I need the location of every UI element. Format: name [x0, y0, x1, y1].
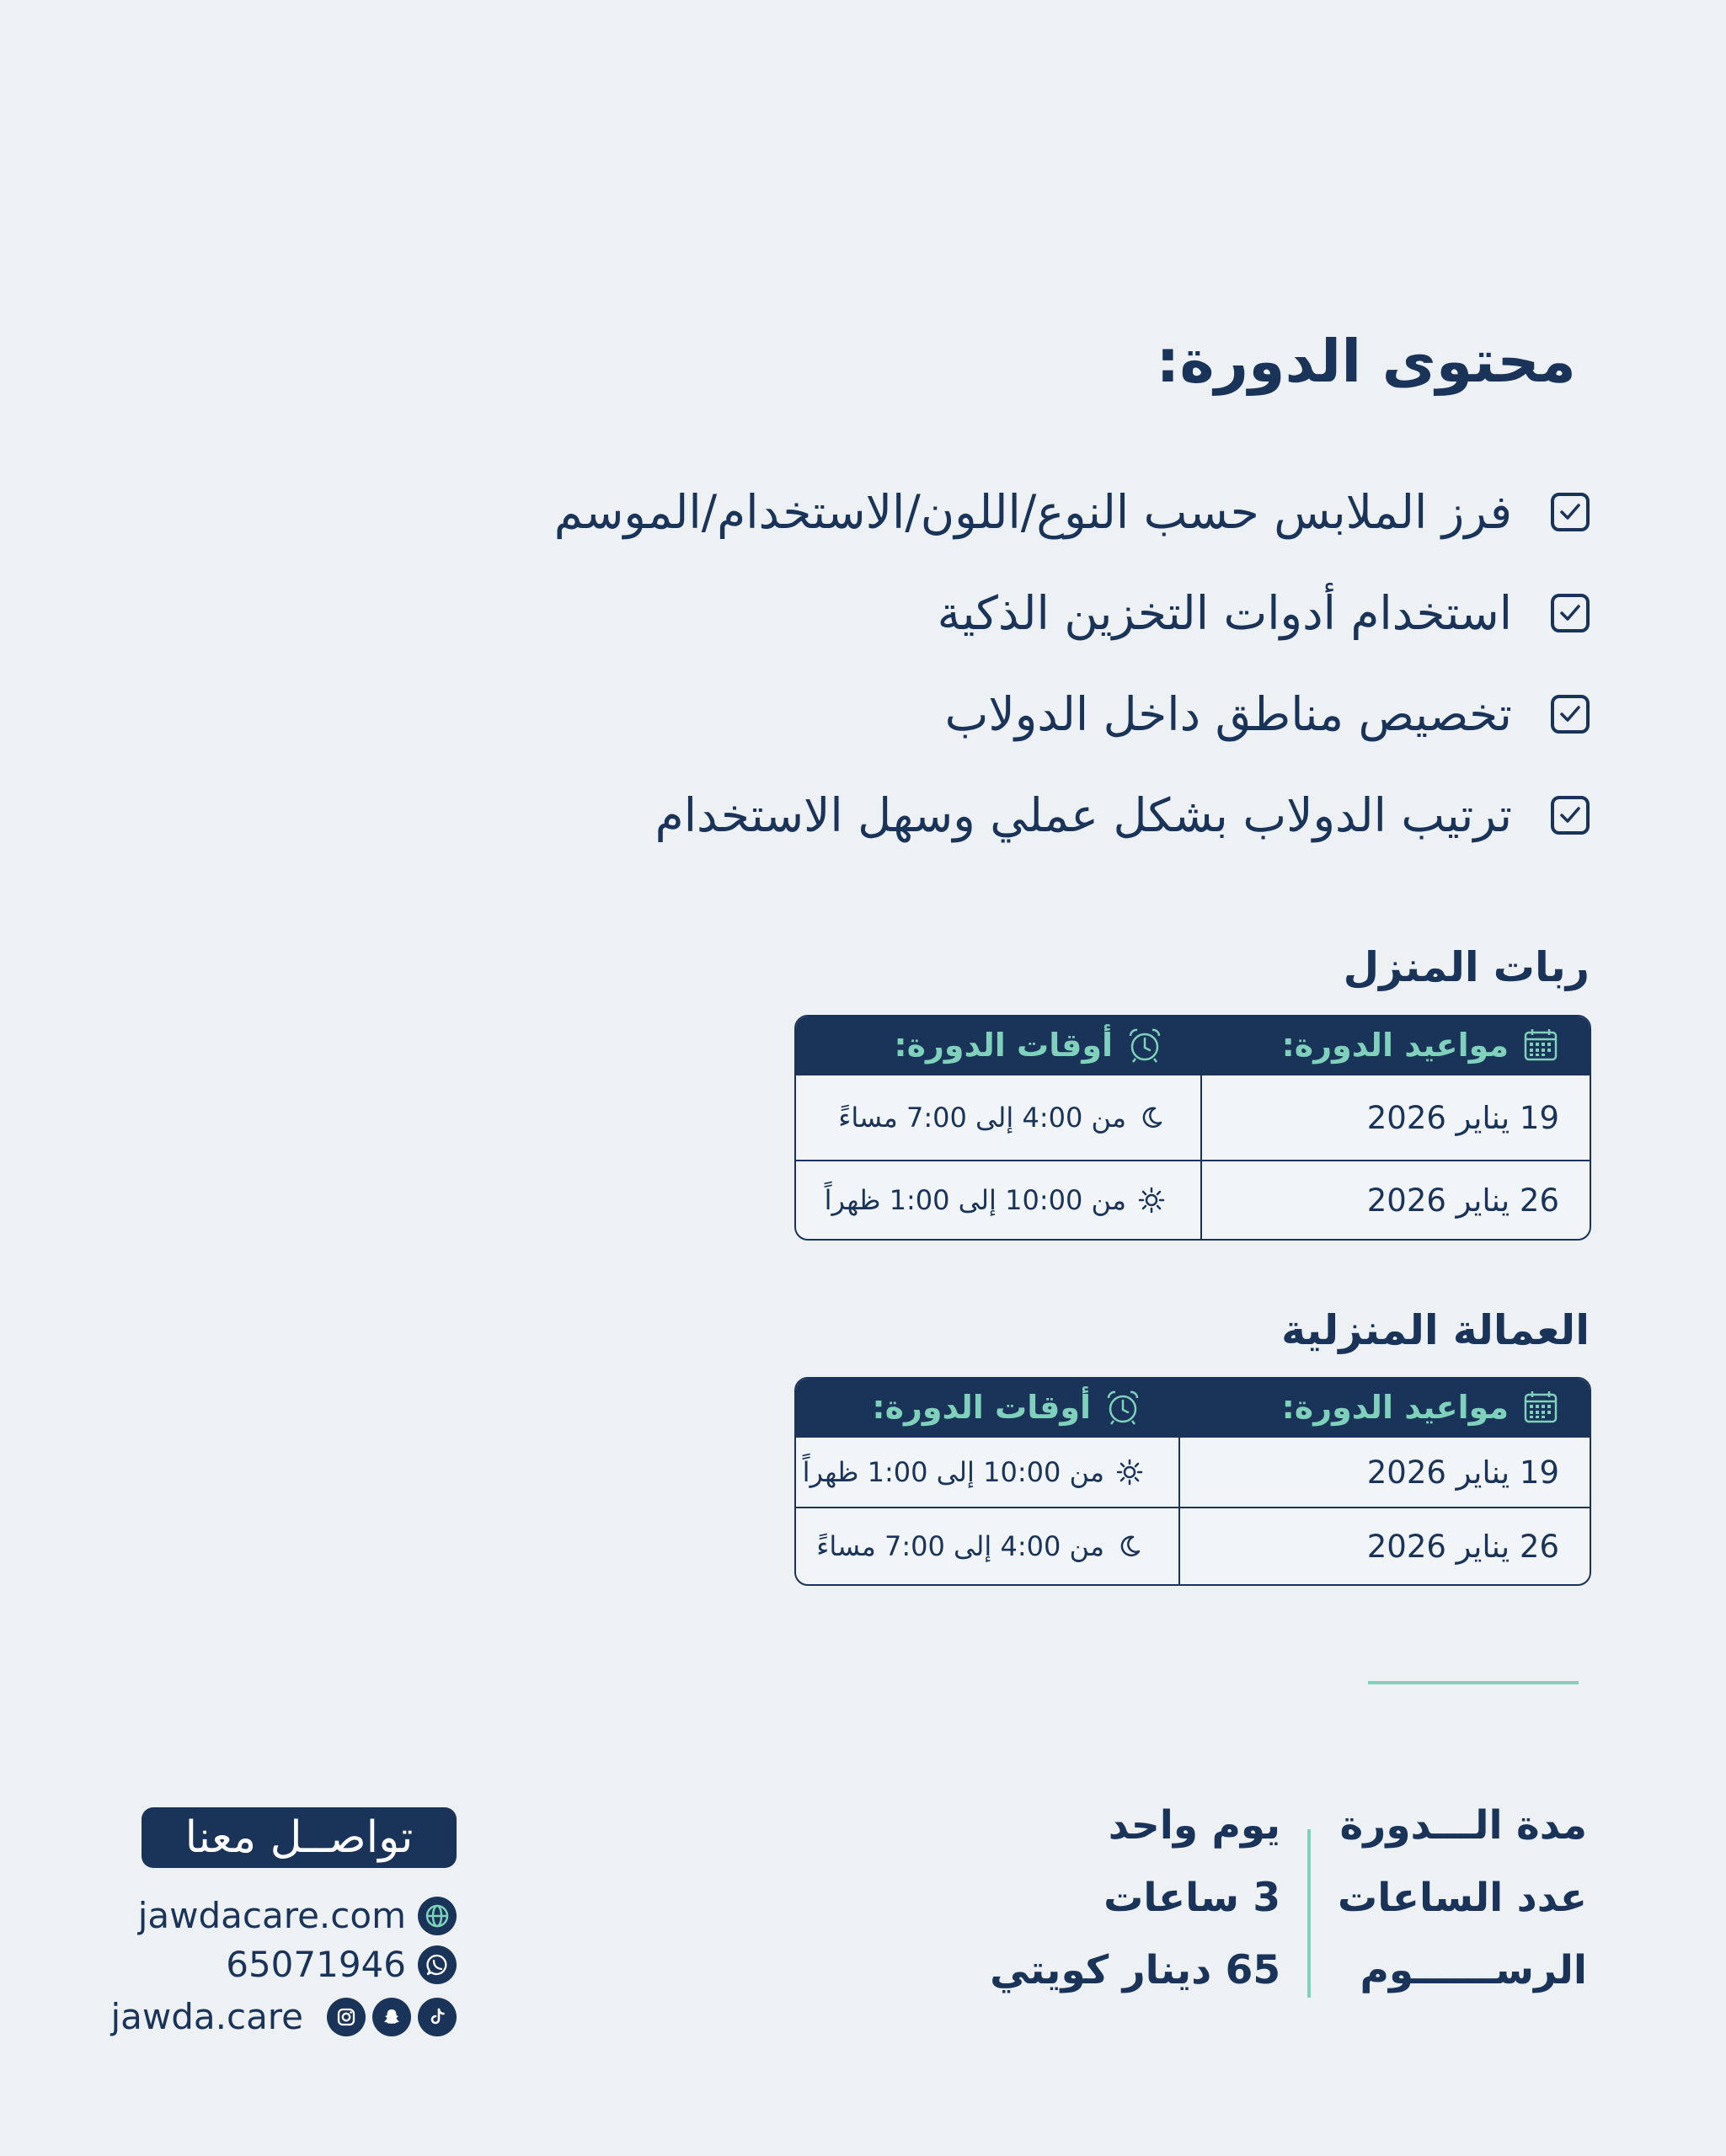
course-summary [990, 1802, 1587, 2020]
table-row [796, 1160, 1590, 1239]
calendar-icon [1522, 1027, 1559, 1064]
list-item-text: تخصيص مناطق داخل الدولاب [944, 687, 1512, 741]
time-text: من 4:00 إلى 7:00 مساءً [838, 1102, 1126, 1134]
date-cell: 19 يناير 2026 [1178, 1438, 1590, 1507]
summary-values [990, 1802, 1280, 2020]
date-cell: 26 يناير 2026 [1200, 1161, 1590, 1239]
list-item-text: استخدام أدوات التخزين الذكية [937, 586, 1512, 640]
header-dates-label: مواعيد الدورة: [1281, 1027, 1509, 1064]
course-content-list [158, 462, 1590, 866]
schedule-table-housewives [794, 1015, 1591, 1241]
social-line [84, 1996, 457, 2037]
duration-label: مدة الـــدورة [1339, 1802, 1587, 1849]
fees-label: الرســــــوم [1360, 1947, 1587, 1993]
calendar-icon [1522, 1389, 1559, 1426]
schedule-table-header [796, 1017, 1590, 1074]
list-item [158, 563, 1590, 664]
section-heading-housewives: ربات المنزل [1343, 943, 1590, 991]
section-heading-domestic-workers: العمالة المنزلية [1281, 1306, 1590, 1354]
checkbox-checked-icon [1551, 695, 1590, 734]
social-icons [327, 1998, 457, 2036]
course-content-title: محتوى الدورة: [1156, 327, 1576, 396]
time-text: من 10:00 إلى 1:00 ظهراً [802, 1456, 1104, 1488]
table-row [796, 1507, 1590, 1584]
contact-us-badge: تواصــل معنا [142, 1807, 457, 1868]
website-link[interactable]: jawdacare.com [137, 1895, 406, 1936]
list-item [158, 664, 1590, 765]
sun-icon [1116, 1459, 1143, 1486]
time-text: من 10:00 إلى 1:00 ظهراً [824, 1184, 1126, 1216]
header-times-cell [872, 1389, 1178, 1426]
tiktok-icon[interactable] [418, 1998, 457, 2036]
date-cell: 19 يناير 2026 [1200, 1075, 1590, 1160]
header-times-label: أوقات الدورة: [894, 1027, 1113, 1064]
list-item [158, 462, 1590, 563]
table-row [796, 1436, 1590, 1507]
schedule-table-header [796, 1379, 1590, 1436]
duration-value: يوم واحد [1108, 1802, 1281, 1849]
whatsapp-icon [418, 1945, 457, 1984]
list-item-text: ترتيب الدولاب بشكل عملي وسهل الاستخدام [655, 788, 1512, 842]
checkbox-checked-icon [1551, 594, 1590, 632]
schedule-table-domestic-workers [794, 1377, 1591, 1586]
header-times-label: أوقات الدورة: [872, 1389, 1091, 1426]
fees-value: 65 دينار كويتي [990, 1947, 1281, 1993]
snapchat-icon[interactable] [372, 1998, 411, 2036]
globe-icon [418, 1897, 457, 1935]
moon-icon [1138, 1104, 1165, 1131]
header-dates-label: مواعيد الدورة: [1281, 1389, 1509, 1426]
header-times-cell [894, 1027, 1200, 1064]
table-row [796, 1074, 1590, 1160]
phone-number[interactable]: 65071946 [226, 1944, 406, 1985]
hours-label: عدد الساعات [1338, 1875, 1587, 1921]
time-cell [825, 1161, 1200, 1239]
time-cell [816, 1508, 1178, 1584]
moon-icon [1116, 1533, 1143, 1560]
list-item-text: فرز الملابس حسب النوع/اللون/الاستخدام/الموسم [553, 485, 1512, 539]
checkbox-checked-icon [1551, 493, 1590, 531]
time-cell [838, 1075, 1200, 1160]
time-text: من 4:00 إلى 7:00 مساءً [816, 1530, 1104, 1562]
social-handle[interactable]: jawda.care [110, 1996, 303, 2037]
date-cell: 26 يناير 2026 [1178, 1508, 1590, 1584]
list-item [158, 765, 1590, 866]
summary-divider-bar [1307, 1829, 1311, 1998]
hours-value: 3 ساعات [1103, 1875, 1281, 1921]
alarm-clock-icon [1126, 1027, 1163, 1064]
instagram-icon[interactable] [327, 1998, 366, 2036]
divider-line [1368, 1681, 1579, 1684]
header-dates-cell [1200, 1027, 1590, 1064]
sun-icon [1138, 1187, 1165, 1214]
header-dates-cell [1178, 1389, 1590, 1426]
time-cell [803, 1438, 1178, 1507]
summary-labels [1338, 1802, 1587, 2020]
alarm-clock-icon [1104, 1389, 1141, 1426]
checkbox-checked-icon [1551, 796, 1590, 835]
phone-line [126, 1944, 457, 1985]
website-line [126, 1895, 457, 1936]
